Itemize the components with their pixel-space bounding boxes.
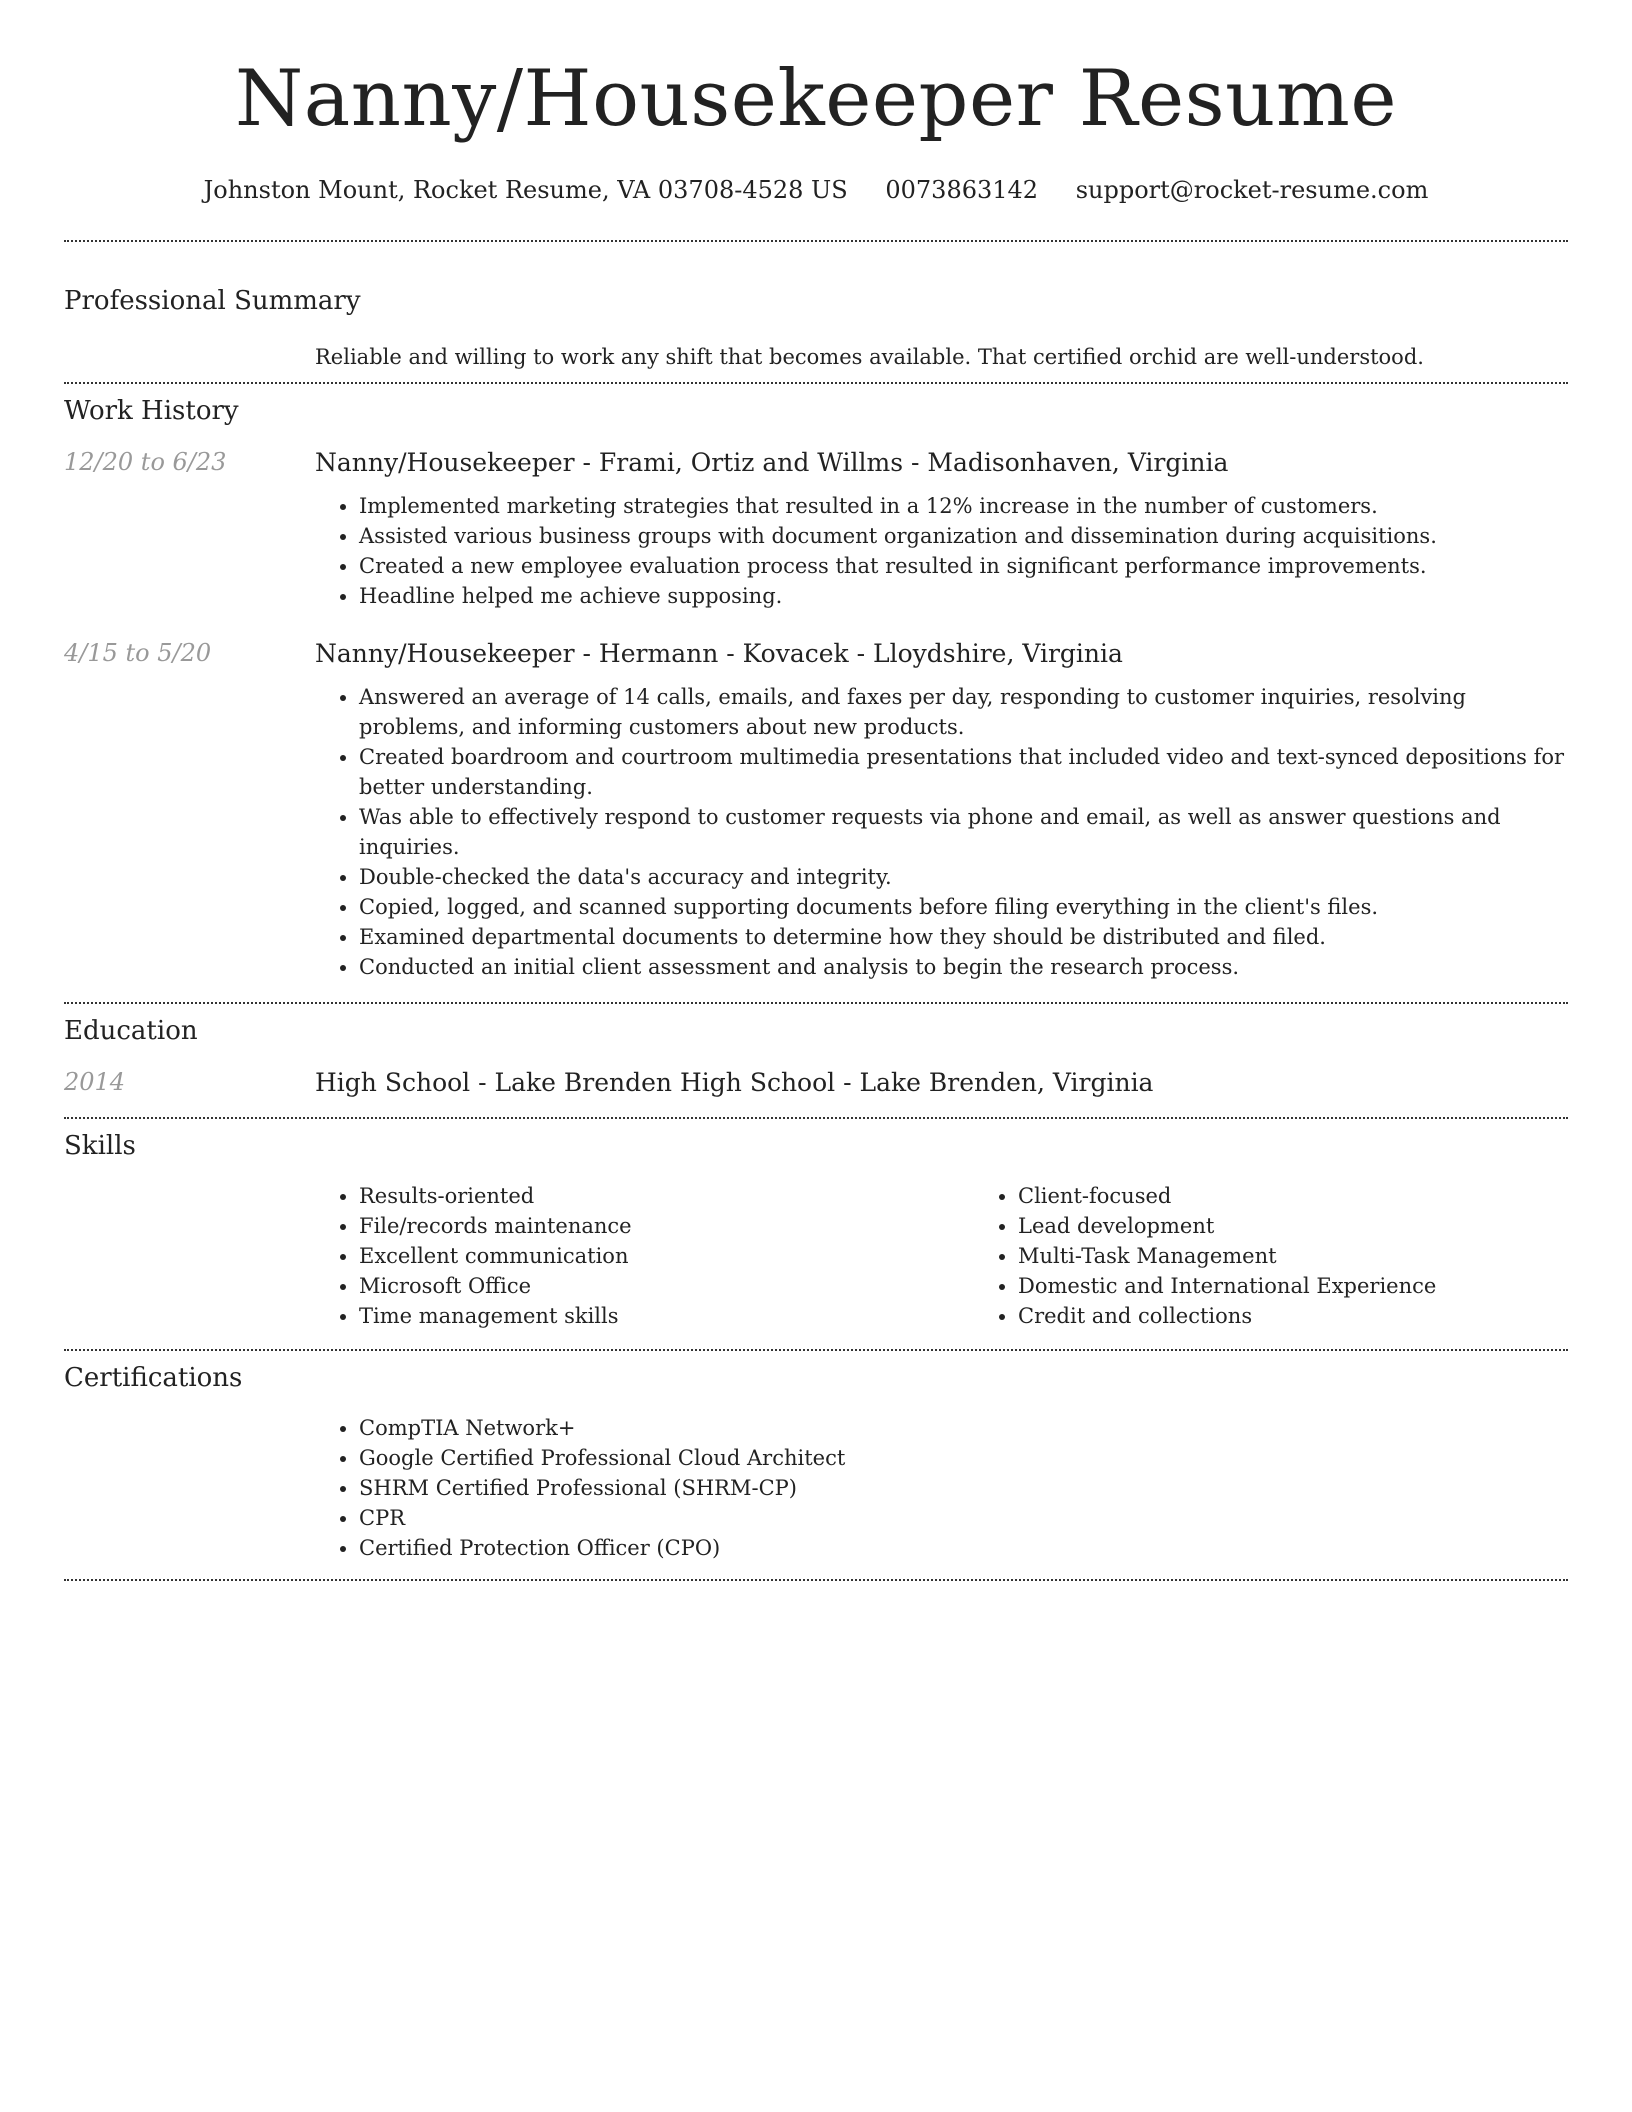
list-item: • Excellent communication bbox=[359, 1241, 974, 1271]
skills-list-left bbox=[315, 1181, 974, 1331]
list-item: • Multi-Task Management bbox=[1018, 1241, 1568, 1271]
certifications-list bbox=[315, 1413, 1568, 1563]
list-item: • Results-oriented bbox=[359, 1181, 974, 1211]
education-entry bbox=[64, 1068, 1568, 1097]
certifications-section bbox=[64, 1363, 1568, 1563]
section-heading: Professional Summary bbox=[64, 286, 361, 316]
section-heading: Education bbox=[64, 1016, 198, 1047]
list-item: • Created a new employee evaluation process that resulted in significant performance improvements. bbox=[359, 551, 1568, 581]
job-dates: 4/15 to 5/20 bbox=[64, 639, 212, 668]
section-heading: Work History bbox=[64, 396, 239, 427]
resume-title: Nanny/Housekeeper Resume bbox=[234, 54, 1397, 144]
list-item: • Created boardroom and courtroom multimedia presentations that included video and text-synced depositions for better understanding. bbox=[359, 742, 1568, 802]
list-item: • Certified Protection Officer (CPO) bbox=[359, 1533, 1568, 1563]
section-divider bbox=[64, 1002, 1568, 1004]
education-section bbox=[64, 1016, 1568, 1097]
section-divider bbox=[64, 382, 1568, 384]
list-item: • Copied, logged, and scanned supporting documents before filing everything in the client's files. bbox=[359, 892, 1568, 922]
list-item: • Assisted various business groups with document organization and dissemination during acquisitions. bbox=[359, 521, 1568, 551]
list-item: • CPR bbox=[359, 1503, 1568, 1533]
list-item: • Conducted an initial client assessment and analysis to begin the research process. bbox=[359, 952, 1568, 982]
list-item: • Credit and collections bbox=[1018, 1301, 1568, 1331]
summary-text: Reliable and willing to work any shift that becomes available. That certified orchid are well-understood. bbox=[315, 345, 1424, 369]
list-item: • File/records maintenance bbox=[359, 1211, 974, 1241]
contact-phone: 0073863142 bbox=[885, 176, 1039, 204]
skills-section bbox=[64, 1131, 1568, 1331]
section-heading: Certifications bbox=[64, 1363, 243, 1394]
section-divider bbox=[64, 240, 1568, 242]
list-item: • Time management skills bbox=[359, 1301, 974, 1331]
list-item: • Answered an average of 14 calls, emails, and faxes per day, responding to customer inquiries, resolving problems, and informing customers about new products. bbox=[359, 682, 1568, 742]
contact-line bbox=[64, 176, 1568, 204]
list-item: • SHRM Certified Professional (SHRM-CP) bbox=[359, 1473, 1568, 1503]
list-item: • Microsoft Office bbox=[359, 1271, 974, 1301]
section-divider bbox=[64, 1117, 1568, 1119]
job-entry bbox=[64, 639, 1568, 982]
job-title: Nanny/Housekeeper - Hermann - Kovacek - Lloydshire, Virginia bbox=[315, 639, 1123, 669]
list-item: • Was able to effectively respond to customer requests via phone and email, as well as answer questions and inquiries. bbox=[359, 802, 1568, 862]
section-divider bbox=[64, 1579, 1568, 1581]
education-year: 2014 bbox=[64, 1068, 126, 1097]
work-history-section bbox=[64, 396, 1568, 982]
list-item: • Domestic and International Experience bbox=[1018, 1271, 1568, 1301]
section-heading: Skills bbox=[64, 1131, 136, 1162]
list-item: • CompTIA Network+ bbox=[359, 1413, 1568, 1443]
section-divider bbox=[64, 1349, 1568, 1351]
list-item: • Client-focused bbox=[1018, 1181, 1568, 1211]
job-dates: 12/20 to 6/23 bbox=[64, 448, 227, 477]
contact-address: Johnston Mount, Rocket Resume, VA 03708-4528 US bbox=[203, 176, 848, 204]
job-entry bbox=[64, 448, 1568, 611]
list-item: • Implemented marketing strategies that resulted in a 12% increase in the number of customers. bbox=[359, 491, 1568, 521]
list-item: • Examined departmental documents to determine how they should be distributed and filed. bbox=[359, 922, 1568, 952]
summary-section bbox=[64, 286, 1568, 372]
list-item: • Double-checked the data's accuracy and integrity. bbox=[359, 862, 1568, 892]
contact-email[interactable]: support@rocket-resume.com bbox=[1075, 176, 1429, 204]
skills-grid bbox=[315, 1181, 1568, 1331]
job-bullets bbox=[315, 682, 1568, 982]
skills-list-right bbox=[974, 1181, 1568, 1331]
job-title: Nanny/Housekeeper - Frami, Ortiz and Willms - Madisonhaven, Virginia bbox=[315, 448, 1229, 478]
job-bullets bbox=[315, 491, 1568, 611]
list-item: • Google Certified Professional Cloud Architect bbox=[359, 1443, 1568, 1473]
education-detail: High School - Lake Brenden High School - Lake Brenden, Virginia bbox=[315, 1068, 1154, 1098]
list-item: • Lead development bbox=[1018, 1211, 1568, 1241]
list-item: • Headline helped me achieve supposing. bbox=[359, 581, 1568, 611]
